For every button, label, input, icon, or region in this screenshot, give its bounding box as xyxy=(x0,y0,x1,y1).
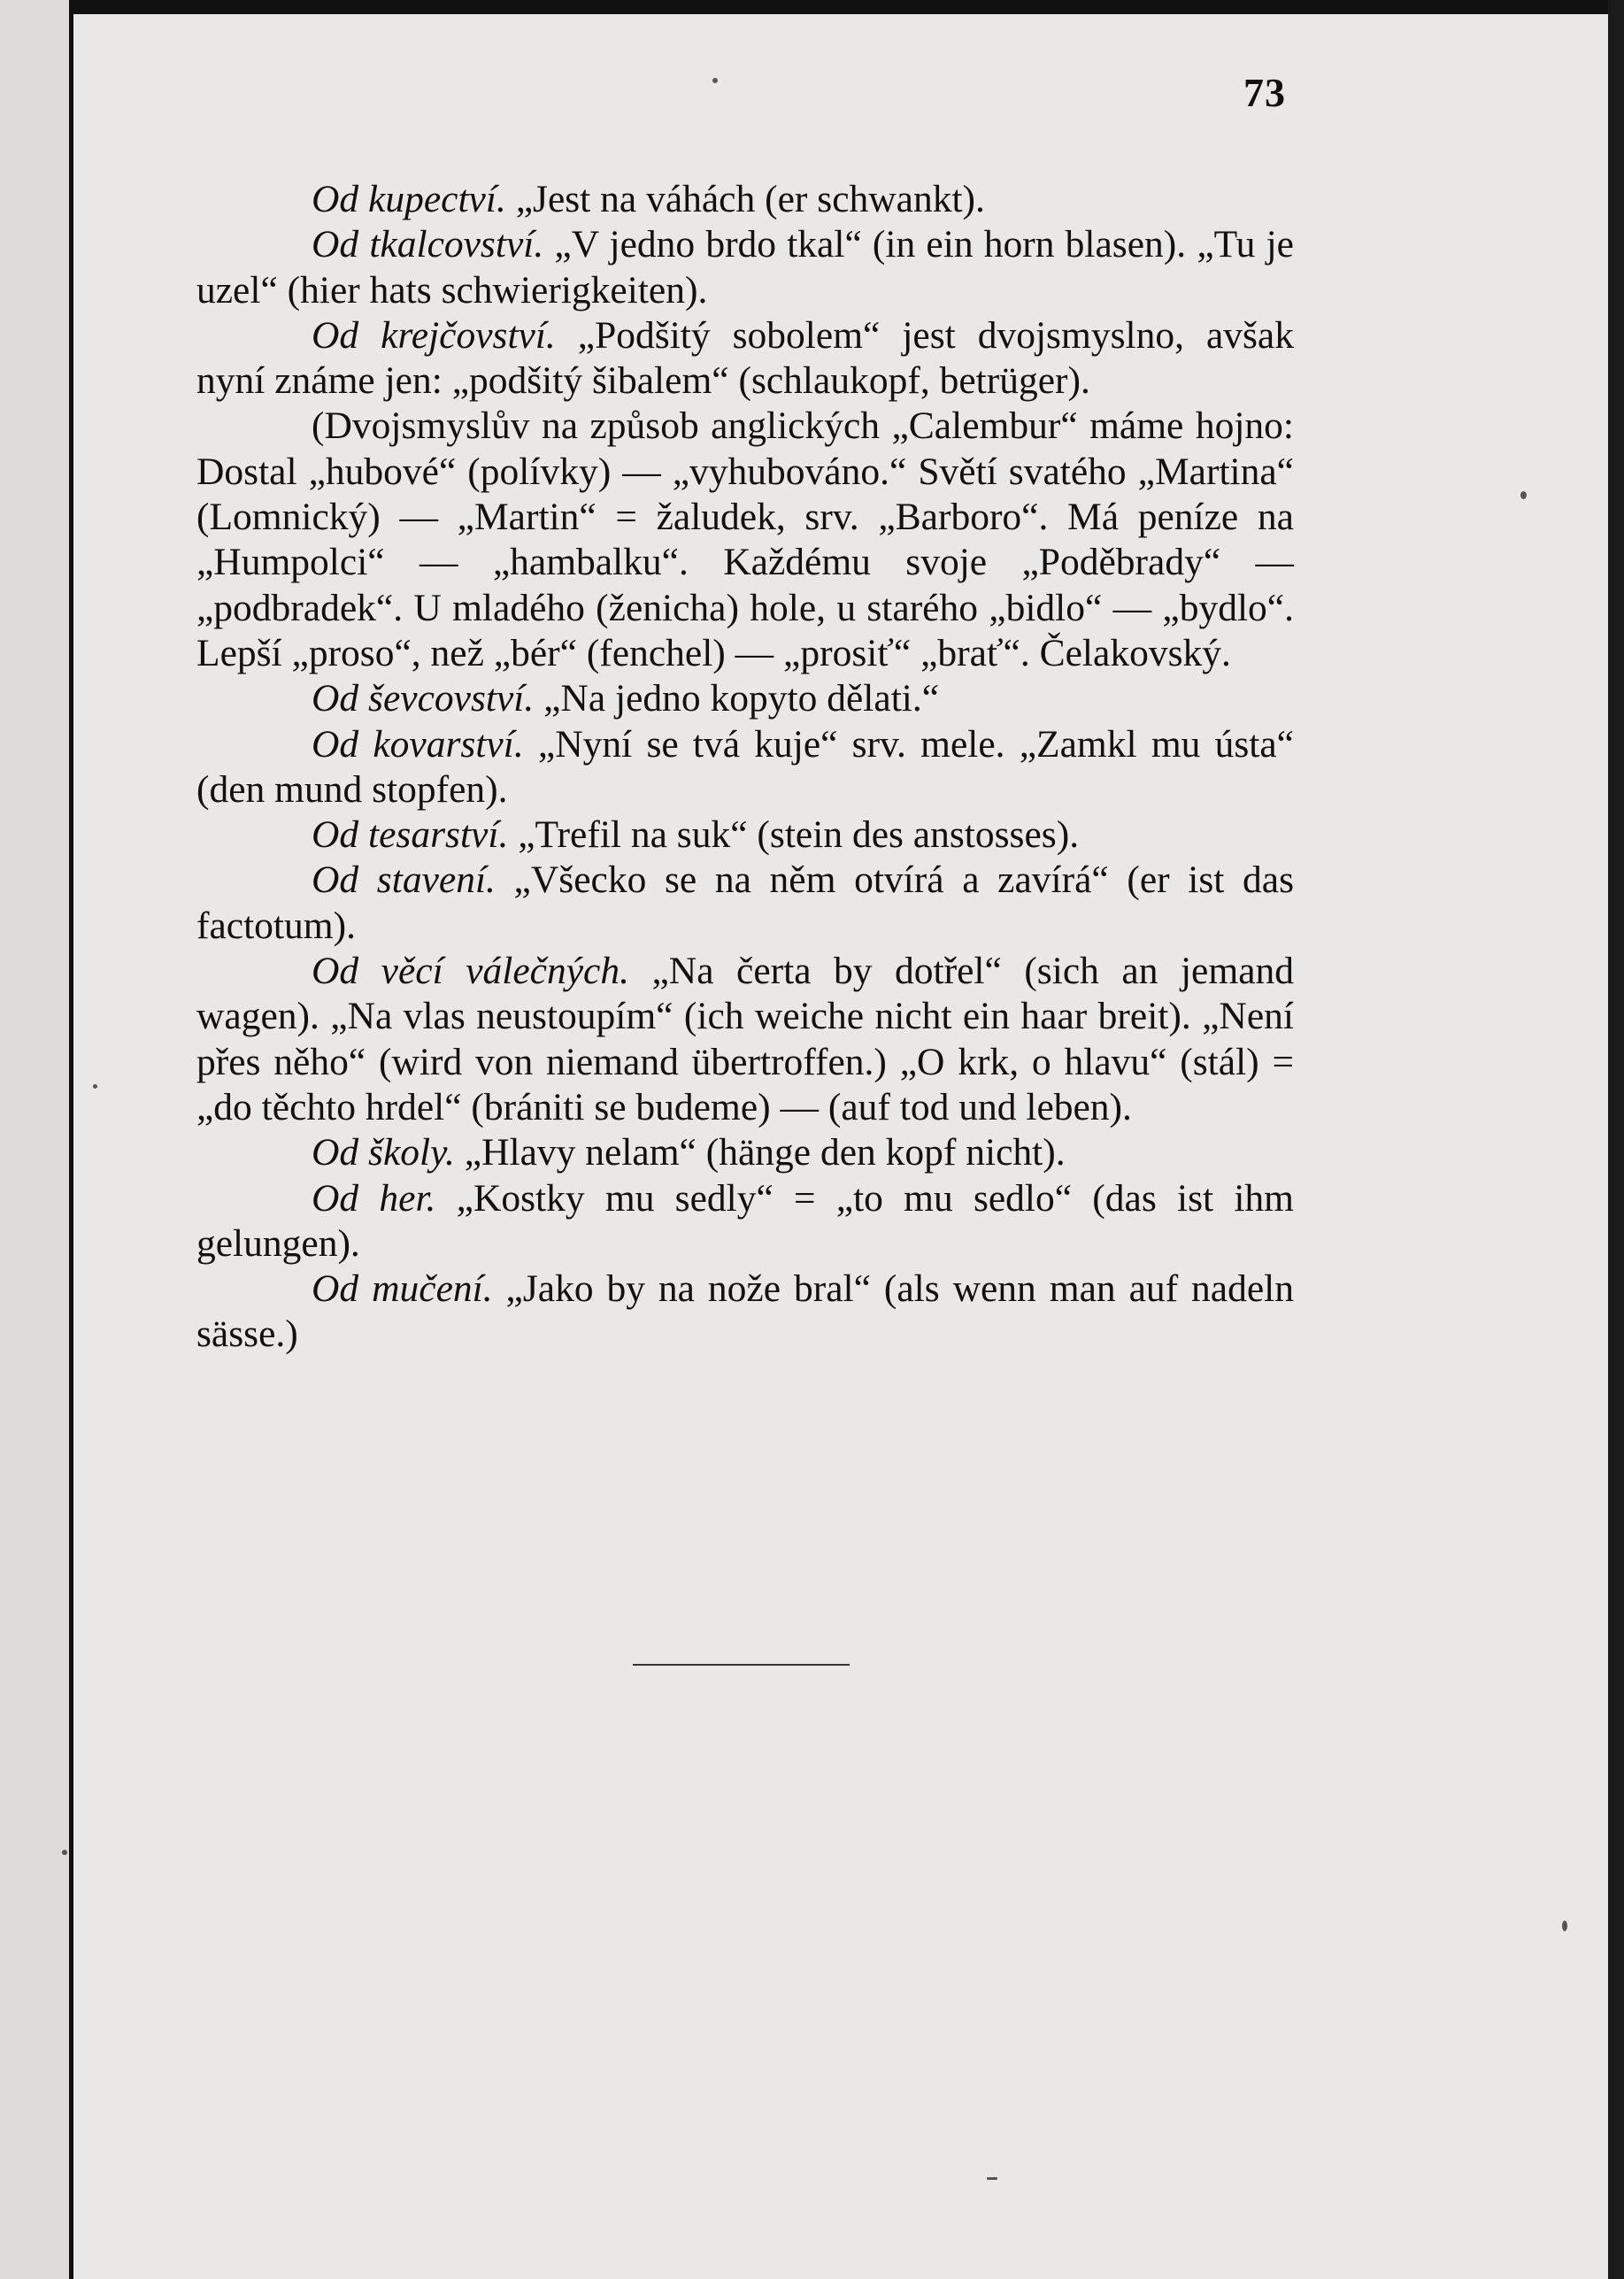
paragraph-lead: Od tkalcovství. xyxy=(312,223,544,266)
paragraph-text: „V jedno brdo tkal“ (in ein horn blasen). „Tu je uzel“ (hier hats schwierigkeiten). xyxy=(196,223,1294,312)
paragraph xyxy=(196,722,1294,813)
body-text xyxy=(196,177,1294,1358)
paragraph-lead: Od školy. xyxy=(312,1131,455,1174)
paragraph-text: „Na čerta by dotřel“ (sich an jemand wagen). „Na vlas neustoupím“ (ich weiche nicht ein haar breit). „Není přes něho“ (wird von niemand übertroffen.) „O krk, o hlavu“ (stál) = „do těchto hrdel“ (brániti se budeme) — (auf tod und leben). xyxy=(196,950,1294,1128)
paragraph xyxy=(196,1176,1294,1267)
paragraph xyxy=(196,1267,1294,1358)
paragraph xyxy=(196,313,1294,404)
paragraph xyxy=(196,1130,1294,1175)
page-number: 73 xyxy=(1243,70,1286,115)
scan-speck xyxy=(93,1084,97,1089)
paragraph-lead: Od krejčovství. xyxy=(312,313,556,357)
paragraph xyxy=(196,812,1294,858)
paragraph xyxy=(196,858,1294,949)
closing-rule xyxy=(633,1664,850,1666)
paragraph-lead: Od mučení. xyxy=(312,1267,493,1311)
paragraph-lead: Od her. xyxy=(312,1176,436,1220)
paragraph xyxy=(196,222,1294,313)
scan-speck xyxy=(712,78,718,83)
paragraph-lead: Od věcí válečných. xyxy=(312,950,629,993)
scan-speck xyxy=(1520,491,1527,499)
scan-speck xyxy=(62,1850,67,1855)
page-binding-edge xyxy=(0,0,73,2279)
paragraph xyxy=(196,676,1294,721)
scan-speck xyxy=(1562,1921,1567,1931)
paragraph-text: „Jest na váhách (er schwankt). xyxy=(505,178,985,220)
paragraph-text: (Dvojsmyslův na způsob anglických „Calembur“ máme hojno: Dostal „hubové“ (polívky) — „vyhubováno.“ Světí svatého „Martina“ (Lomnický) — „Martin“ = žaludek, srv. „Barboro“. Má peníze na „Humpolci“ — „hambalku“. Každému svoje „Poděbrady“ — „podbradek“. U mladého (ženicha) hole, u starého „bidlo“ — „bydlo“. Lepší „proso“, než „bér“ (fenchel) — „prosiť“ „brať“. Čelakovský. xyxy=(196,404,1294,674)
scan-right-border xyxy=(1608,0,1624,2279)
paragraph-lead: Od tesarství. xyxy=(312,813,509,857)
paragraph-text: „Trefil na suk“ (stein des anstosses). xyxy=(508,813,1080,857)
scan-speck xyxy=(987,2177,997,2180)
paragraph-text: „Všecko se na něm otvírá a zavírá“ (er ist das factotum). xyxy=(196,858,1294,947)
paragraph-text: „Na jedno kopyto dělati.“ xyxy=(534,677,940,720)
paragraph-lead: Od kupectví. xyxy=(312,178,506,220)
paragraph-lead: Od ševcovství. xyxy=(312,677,535,720)
scan-top-border xyxy=(0,0,1624,14)
paragraph xyxy=(196,949,1294,1130)
paragraph-text: „Jako by na nože bral“ (als wenn man auf nadeln sässe.) xyxy=(196,1267,1294,1356)
paragraph-text: „Podšitý sobolem“ jest dvojsmyslno, avšak nyní známe jen: „podšitý šibalem“ (schlaukopf, betrüger). xyxy=(196,313,1294,403)
paragraph-lead: Od kovarství. xyxy=(312,722,524,766)
paragraph xyxy=(196,404,1294,676)
paragraph-text: „Kostky mu sedly“ = „to mu sedlo“ (das ist ihm gelungen). xyxy=(196,1176,1294,1265)
paragraph-lead: Od stavení. xyxy=(312,858,496,902)
paragraph xyxy=(196,177,1294,222)
paragraph-text: „Hlavy nelam“ (hänge den kopf nicht). xyxy=(454,1131,1066,1174)
paragraph-text: „Nyní se tvá kuje“ srv. mele. „Zamkl mu ústa“ (den mund stopfen). xyxy=(196,722,1294,811)
